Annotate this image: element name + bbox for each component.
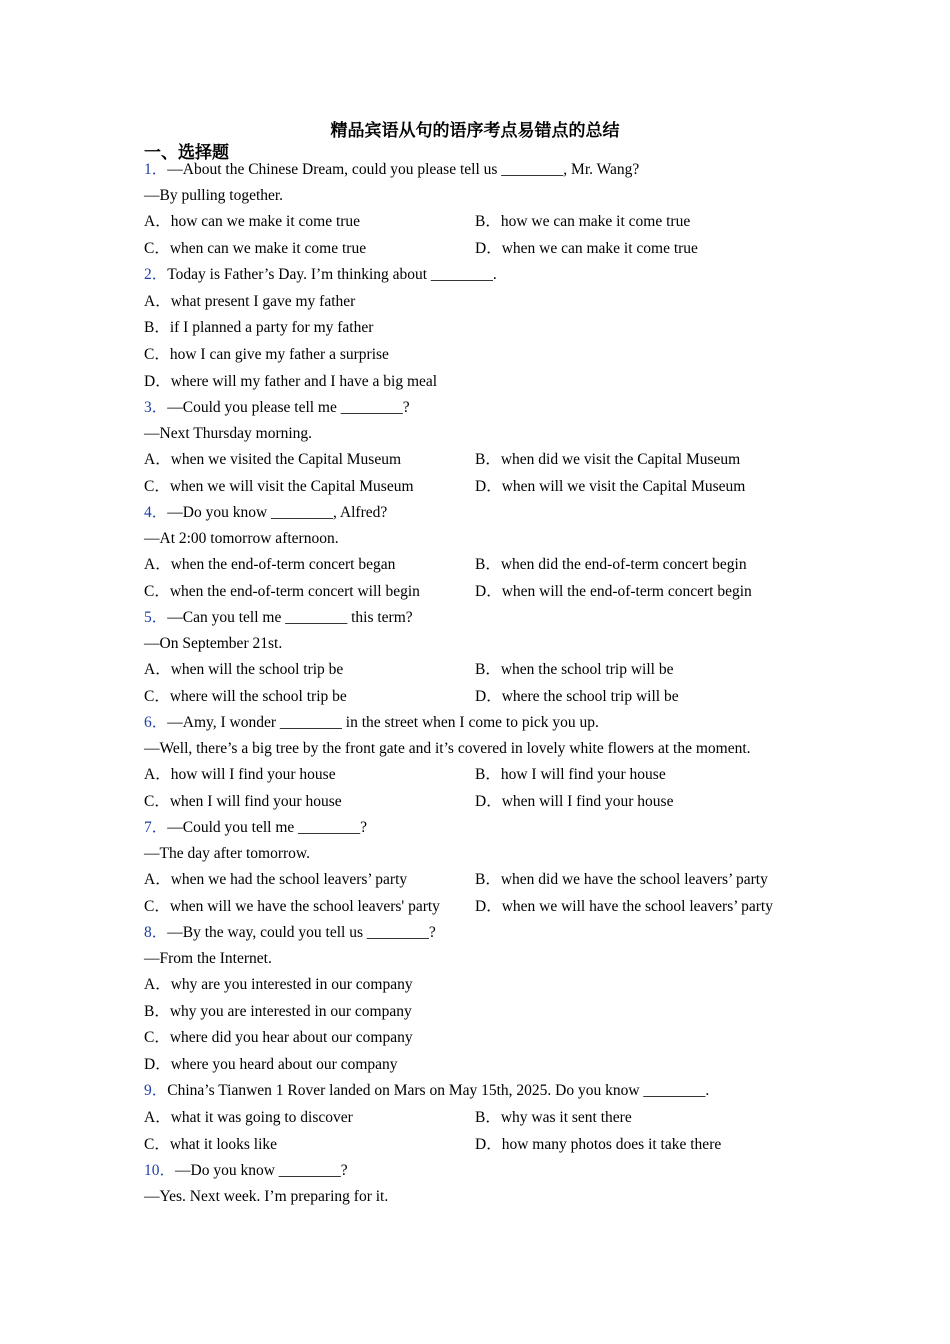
option-a[interactable]: A．why are you interested in our company xyxy=(144,976,413,993)
option-c[interactable]: C．when we will visit the Capital Museum xyxy=(144,478,414,495)
option-a[interactable]: A．how can we make it come true xyxy=(144,213,361,230)
option-c[interactable]: C．when the end-of-term concert will begin xyxy=(144,583,420,600)
question-number: 9． xyxy=(144,1082,168,1099)
question-stem: —By the way, could you tell us ________? xyxy=(167,924,436,941)
option-b[interactable]: B．when did we have the school leavers’ party xyxy=(475,871,768,888)
question-3 xyxy=(144,398,410,418)
question-reply: —By pulling together. xyxy=(144,187,284,204)
option-c[interactable]: C．where will the school trip be xyxy=(144,688,347,705)
question-reply: —Well, there’s a big tree by the front gate and it’s covered in lovely white flowers at the moment. xyxy=(144,740,751,757)
option-b[interactable]: B．when did we visit the Capital Museum xyxy=(475,451,741,468)
option-d[interactable]: D．where the school trip will be xyxy=(475,688,679,705)
option-a[interactable]: A．when the end-of-term concert began xyxy=(144,556,396,573)
question-number: 10． xyxy=(144,1162,176,1179)
question-9 xyxy=(144,1081,709,1101)
question-reply: —The day after tomorrow. xyxy=(144,845,310,862)
option-d[interactable]: D．how many photos does it take there xyxy=(475,1136,722,1153)
question-7 xyxy=(144,818,367,838)
question-number: 2． xyxy=(144,266,168,283)
option-a[interactable]: A．when we had the school leavers’ party xyxy=(144,871,408,888)
option-c[interactable]: C．when can we make it come true xyxy=(144,240,367,257)
question-reply: —Yes. Next week. I’m preparing for it. xyxy=(144,1188,389,1205)
option-b[interactable]: B．if I planned a party for my father xyxy=(144,319,374,336)
question-number: 7． xyxy=(144,819,168,836)
question-stem: —Do you know ________? xyxy=(175,1162,348,1179)
option-b[interactable]: B．how I will find your house xyxy=(475,766,666,783)
option-b[interactable]: B．when did the end-of-term concert begin xyxy=(475,556,747,573)
option-d[interactable]: D．where will my father and I have a big meal xyxy=(144,373,438,390)
option-c[interactable]: C．where did you hear about our company xyxy=(144,1029,413,1046)
option-d[interactable]: D．when will the end-of-term concert begin xyxy=(475,583,752,600)
question-number: 1． xyxy=(144,161,168,178)
question-stem: —Amy, I wonder ________ in the street when I come to pick you up. xyxy=(167,714,599,731)
question-4 xyxy=(144,503,387,523)
question-stem: —About the Chinese Dream, could you please tell us ________, Mr. Wang? xyxy=(167,161,640,178)
question-8 xyxy=(144,923,436,943)
option-c[interactable]: C．when I will find your house xyxy=(144,793,342,810)
question-number: 3． xyxy=(144,399,168,416)
question-10 xyxy=(144,1161,348,1181)
question-1 xyxy=(144,160,639,180)
option-b[interactable]: B．why was it sent there xyxy=(475,1109,632,1126)
option-a[interactable]: A．how will I find your house xyxy=(144,766,336,783)
question-reply: —Next Thursday morning. xyxy=(144,425,313,442)
section-heading: 一、选择题 xyxy=(144,143,229,163)
question-number: 6． xyxy=(144,714,168,731)
option-c[interactable]: C．when will we have the school leavers' party xyxy=(144,898,440,915)
option-d[interactable]: D．when we will have the school leavers’ party xyxy=(475,898,773,915)
question-number: 5． xyxy=(144,609,168,626)
question-reply: —At 2:00 tomorrow afternoon. xyxy=(144,530,339,547)
question-5 xyxy=(144,608,413,628)
question-stem: —Could you tell me ________? xyxy=(167,819,368,836)
option-c[interactable]: C．how I can give my father a surprise xyxy=(144,346,389,363)
question-stem: —Could you please tell me ________? xyxy=(167,399,410,416)
option-a[interactable]: A．when we visited the Capital Museum xyxy=(144,451,401,468)
option-d[interactable]: D．when will I find your house xyxy=(475,793,674,810)
question-stem: China’s Tianwen 1 Rover landed on Mars on May 15th, 2025. Do you know ________. xyxy=(167,1082,710,1099)
question-number: 4． xyxy=(144,504,168,521)
option-d[interactable]: D．where you heard about our company xyxy=(144,1056,398,1073)
option-b[interactable]: B．how we can make it come true xyxy=(475,213,691,230)
option-a[interactable]: A．what it was going to discover xyxy=(144,1109,353,1126)
question-6 xyxy=(144,713,599,733)
option-b[interactable]: B．why you are interested in our company xyxy=(144,1003,412,1020)
option-c[interactable]: C．what it looks like xyxy=(144,1136,278,1153)
question-stem: Today is Father’s Day. I’m thinking about ________. xyxy=(167,266,497,283)
question-2 xyxy=(144,265,497,285)
question-stem: —Do you know ________, Alfred? xyxy=(167,504,388,521)
option-b[interactable]: B．when the school trip will be xyxy=(475,661,674,678)
question-number: 8． xyxy=(144,924,168,941)
question-stem: —Can you tell me ________ this term? xyxy=(167,609,413,626)
option-a[interactable]: A．when will the school trip be xyxy=(144,661,344,678)
option-d[interactable]: D．when will we visit the Capital Museum xyxy=(475,478,746,495)
question-reply: —From the Internet. xyxy=(144,950,272,967)
page-title: 精品宾语从句的语序考点易错点的总结 xyxy=(330,121,620,141)
option-d[interactable]: D．when we can make it come true xyxy=(475,240,698,257)
option-a[interactable]: A．what present I gave my father xyxy=(144,293,356,310)
question-reply: —On September 21st. xyxy=(144,635,283,652)
